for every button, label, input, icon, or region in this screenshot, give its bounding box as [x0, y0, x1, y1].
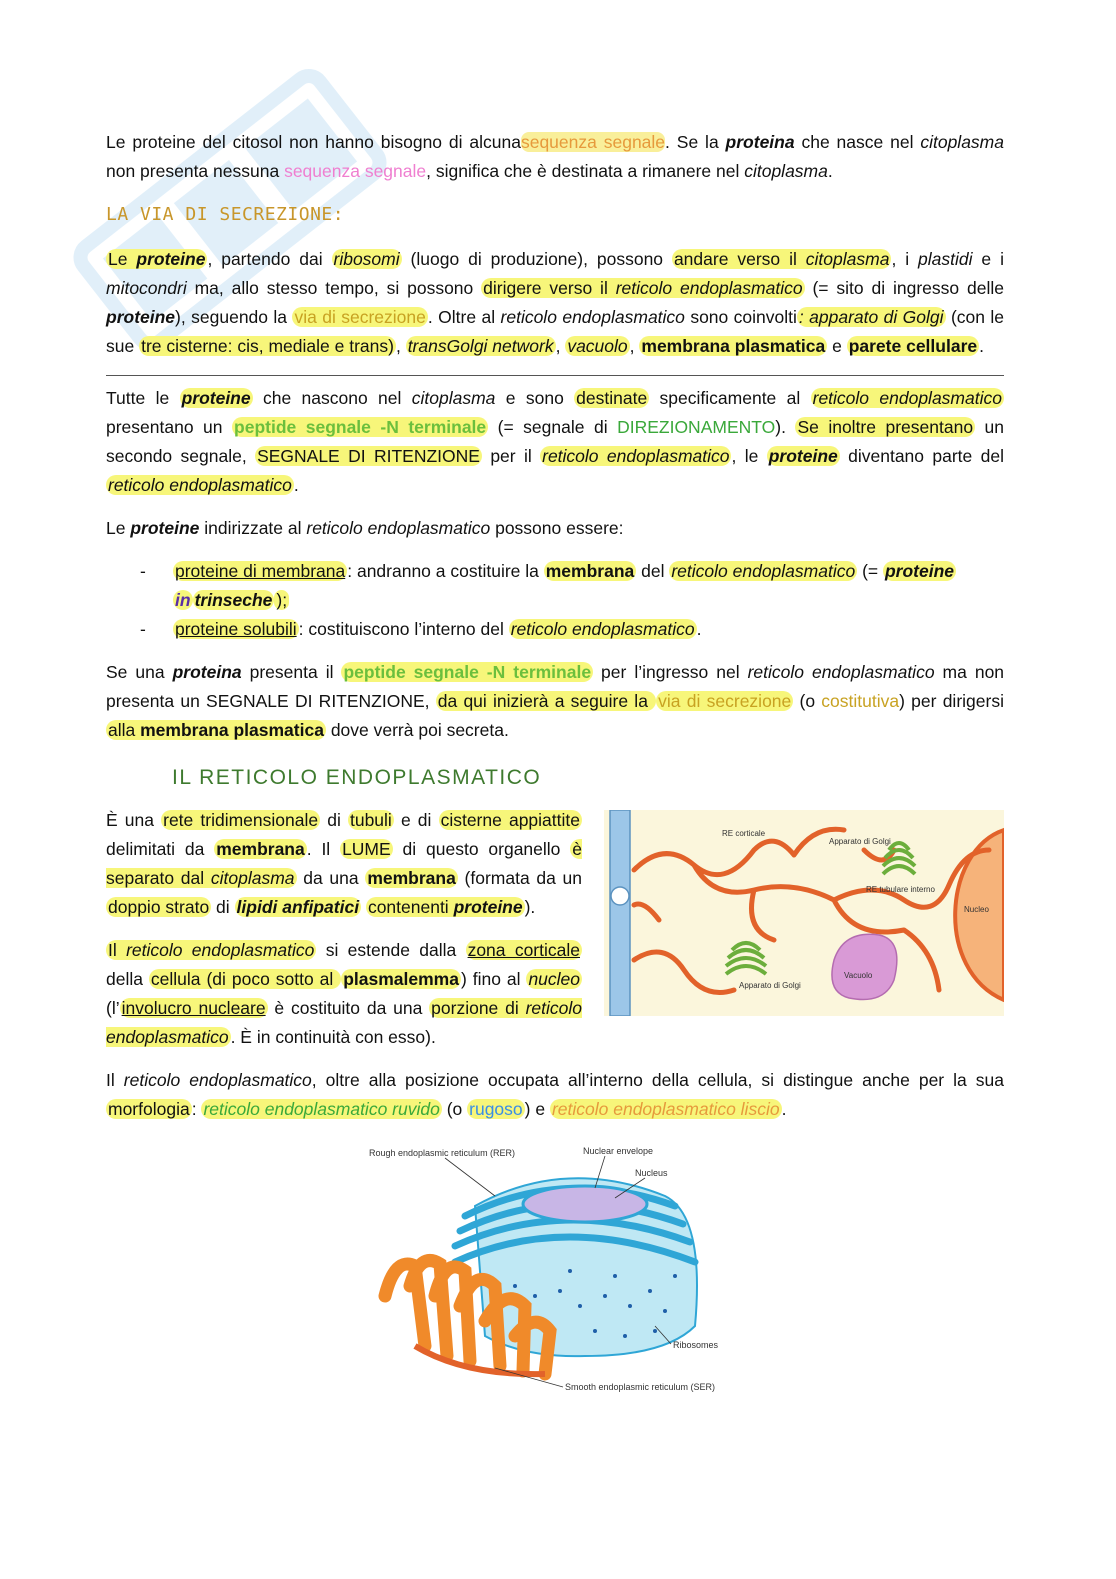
protein-types-list	[106, 557, 1004, 644]
rer-ser-diagram	[365, 1146, 745, 1406]
document-page	[106, 128, 1004, 1406]
label-golgi-2: Apparato di Golgi	[739, 981, 801, 990]
list-item: - proteine solubili : costituiscono l’interno del reticolo endoplasmatico .	[106, 615, 1004, 644]
nucleus	[523, 1186, 647, 1222]
divider	[106, 375, 1004, 376]
label-rer: Rough endoplasmic reticulum (RER)	[369, 1148, 516, 1158]
label-nucleo: Nucleo	[964, 905, 989, 914]
plasmodesma	[611, 887, 629, 905]
label-vacuolo: Vacuolo	[844, 971, 873, 980]
paragraph-peptide-segnale: Tutte le proteine che nascono nel citoplasma e sono destinate specificamente al reticolo endoplasmatico presentano un peptide segnale -N terminale (= segnale di DIREZIONAMENTO). Se inoltre presentano un secondo segnale, SEGNALE DI RITENZIONE per il reticolo endoplasmatico , le proteine diventano parte del reticolo endoplasmatico .	[106, 388, 1004, 495]
hl-sequenza-segnale: sequenza segnale	[520, 132, 666, 152]
paragraph-via-costitutiva: Se una proteina presenta il peptide segnale -N terminale per l’ingresso nel reticolo endoplasmatico ma non presenta un SEGNALE DI RITENZIONE, da qui inizierà a seguire la via di secrezione (o costitutiva) per dirigersi alla membrana plasmatica dove verrà poi secreta.	[106, 662, 1005, 740]
paragraph-morfologia: Il reticolo endoplasmatico, oltre alla posizione occupata all’interno della cellula, si distingue anche per la sua morfologia : reticolo endoplasmatico ruvido (o rugoso ) e reticolo endoplasmatico liscio .	[106, 1070, 1004, 1119]
list-item: - proteine di membrana : andranno a costituire la membrana del reticolo endoplasmatico (= proteine in trinseche );	[106, 557, 1004, 615]
cell-wall	[610, 810, 630, 1016]
heading-via-secrezione: LA VIA DI SECREZIONE:	[106, 204, 345, 225]
label-re-interno: RE tubulare interno	[866, 885, 935, 894]
label-golgi-1: Apparato di Golgi	[829, 837, 891, 846]
paragraph-rete-tridimensionale: È una rete tridimensionale di tubuli e di cisterne appiattite delimitati da membrana . Il LUME di questo organello è separato dal citoplasma da una membrana (formata da un doppio strato di lipidi anfipatici contenenti proteine ).	[106, 810, 583, 917]
paragraph-citosol: Le proteine del citosol non hanno bisogno di alcunasequenza segnale. Se la proteina che nasce nel citoplasma non presenta nessuna sequenza segnale, significa che è destinata a rimanere nel citoplasma.	[106, 132, 1004, 181]
label-re-corticale: RE corticale	[722, 829, 766, 838]
label-ribosomes: Ribosomes	[673, 1340, 719, 1350]
label-ser: Smooth endoplasmic reticulum (SER)	[565, 1382, 716, 1392]
heading-reticolo: IL RETICOLO ENDOPLASMATICO	[172, 766, 542, 789]
paragraph-proteine-ribosomi: Le proteine , partendo dai ribosomi (luogo di produzione), possono andare verso il citoplasma , i plastidi e i mitocondri ma, allo stesso tempo, si possono dirigere verso il reticolo endoplasmatico (= sito di ingresso delle proteine), seguendo la via di secrezione . Oltre al reticolo endoplasmatico sono coinvolti : apparato di Golgi (con le sue tre cisterne: cis, mediale e trans) , transGolgi network , vacuolo , membrana plasmatica e parete cellulare .	[106, 249, 1005, 356]
er-cell-diagram	[604, 810, 1004, 1016]
paragraph-estensione: Il reticolo endoplasmatico si estende dalla zona corticale della cellula (di poco sotto al plasmalemma ) fino al nucleo (l’ involucro nucleare è costituito da una porzione di reticolo endoplasmatico . È in continuità con esso).	[106, 940, 582, 1047]
label-nuclear-envelope: Nuclear envelope	[583, 1146, 654, 1156]
paragraph-indirizzate: Le proteine indirizzate al reticolo endoplasmatico possono essere:	[106, 518, 624, 538]
label-nucleus: Nucleus	[635, 1168, 668, 1178]
